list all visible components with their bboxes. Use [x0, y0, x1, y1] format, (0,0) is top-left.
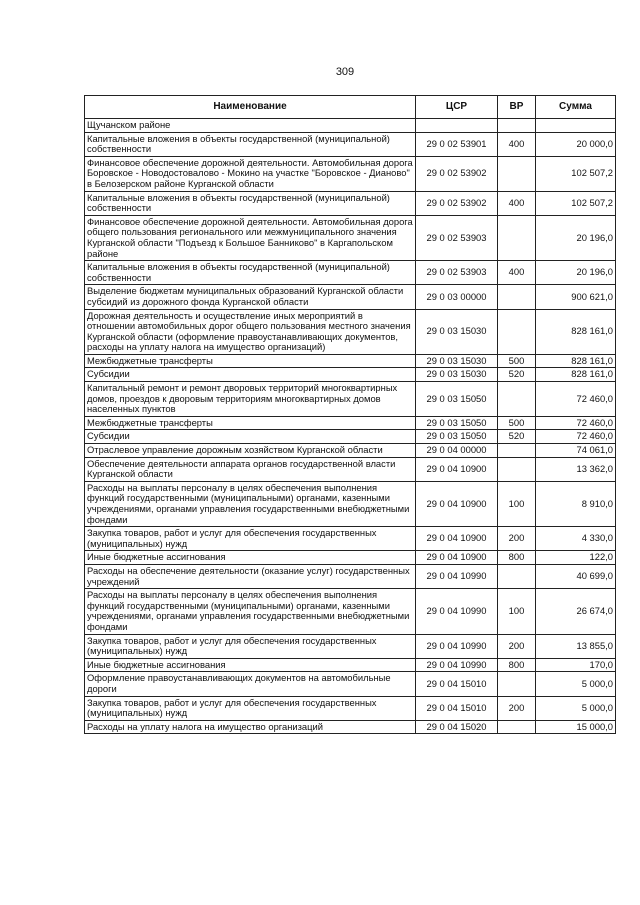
cell-name: Расходы на обеспечение деятельности (оказание услуг) государственных учреждений [85, 564, 416, 588]
cell-vr: 400 [498, 191, 536, 215]
cell-name: Капитальные вложения в объекты государственной (муниципальной) собственности [85, 261, 416, 285]
cell-vr [498, 382, 536, 417]
table-row [85, 720, 616, 734]
cell-sum: 828 161,0 [536, 309, 616, 354]
cell-vr [498, 309, 536, 354]
cell-name: Межбюджетные трансферты [85, 416, 416, 430]
cell-name: Капитальные вложения в объекты государственной (муниципальной) собственности [85, 191, 416, 215]
cell-vr: 800 [498, 551, 536, 565]
cell-sum: 102 507,2 [536, 191, 616, 215]
cell-csr: 29 0 02 53902 [416, 191, 498, 215]
cell-csr: 29 0 02 53902 [416, 156, 498, 191]
cell-name: Закупка товаров, работ и услуг для обеспечения государственных (муниципальных) нужд [85, 696, 416, 720]
header-csr: ЦСР [416, 96, 498, 119]
header-vr: ВР [498, 96, 536, 119]
table-row [85, 191, 616, 215]
table-row [85, 261, 616, 285]
cell-vr [498, 285, 536, 309]
cell-csr: 29 0 03 15030 [416, 368, 498, 382]
table-row [85, 672, 616, 696]
table-row [85, 589, 616, 634]
cell-vr [498, 672, 536, 696]
cell-vr: 800 [498, 658, 536, 672]
cell-sum: 8 910,0 [536, 481, 616, 526]
cell-csr: 29 0 03 15050 [416, 382, 498, 417]
cell-csr: 29 0 04 15010 [416, 672, 498, 696]
cell-sum: 102 507,2 [536, 156, 616, 191]
cell-sum: 15 000,0 [536, 720, 616, 734]
table-row [85, 132, 616, 156]
cell-csr: 29 0 04 10990 [416, 589, 498, 634]
cell-vr [498, 720, 536, 734]
table-row [85, 658, 616, 672]
cell-csr: 29 0 04 15010 [416, 696, 498, 720]
cell-csr: 29 0 03 00000 [416, 285, 498, 309]
cell-vr [498, 119, 536, 133]
cell-vr [498, 156, 536, 191]
cell-csr: 29 0 03 15050 [416, 416, 498, 430]
cell-name: Отраслевое управление дорожным хозяйством Курганской области [85, 444, 416, 458]
cell-sum: 74 061,0 [536, 444, 616, 458]
cell-vr: 100 [498, 481, 536, 526]
cell-name: Дорожная деятельность и осуществление иных мероприятий в отношении автомобильных дорог общего пользования местного значения Курганской области (оформление правоустанавливающих документов, расходы на уплату налога на имущество организаций) [85, 309, 416, 354]
table-row [85, 527, 616, 551]
cell-name: Закупка товаров, работ и услуг для обеспечения государственных (муниципальных) нужд [85, 634, 416, 658]
table-row [85, 634, 616, 658]
cell-vr [498, 444, 536, 458]
cell-sum: 13 362,0 [536, 457, 616, 481]
cell-name: Капитальные вложения в объекты государственной (муниципальной) собственности [85, 132, 416, 156]
cell-name: Межбюджетные трансферты [85, 354, 416, 368]
cell-name: Расходы на уплату налога на имущество организаций [85, 720, 416, 734]
cell-sum: 26 674,0 [536, 589, 616, 634]
header-sum: Сумма [536, 96, 616, 119]
cell-name: Расходы на выплаты персоналу в целях обеспечения выполнения функций государственными (муниципальными) органами, казенными учреждениями, органами управления государственными внебюджетными фондами [85, 481, 416, 526]
cell-name: Щучанском районе [85, 119, 416, 133]
budget-table [84, 95, 616, 734]
table-row [85, 430, 616, 444]
cell-csr: 29 0 04 00000 [416, 444, 498, 458]
cell-sum: 170,0 [536, 658, 616, 672]
table-row [85, 119, 616, 133]
cell-vr [498, 457, 536, 481]
table-row [85, 481, 616, 526]
cell-csr [416, 119, 498, 133]
cell-vr: 200 [498, 696, 536, 720]
cell-sum: 72 460,0 [536, 430, 616, 444]
cell-sum: 828 161,0 [536, 368, 616, 382]
table-row [85, 354, 616, 368]
cell-sum: 5 000,0 [536, 672, 616, 696]
cell-csr: 29 0 04 10990 [416, 564, 498, 588]
cell-name: Оформление правоустанавливающих документов на автомобильные дороги [85, 672, 416, 696]
cell-name: Иные бюджетные ассигнования [85, 658, 416, 672]
cell-csr: 29 0 03 15050 [416, 430, 498, 444]
table-row [85, 457, 616, 481]
cell-name: Субсидии [85, 430, 416, 444]
cell-csr: 29 0 04 10900 [416, 527, 498, 551]
cell-sum: 5 000,0 [536, 696, 616, 720]
cell-vr: 400 [498, 132, 536, 156]
cell-sum: 20 196,0 [536, 215, 616, 260]
cell-vr: 200 [498, 527, 536, 551]
table-row [85, 309, 616, 354]
cell-csr: 29 0 03 15030 [416, 309, 498, 354]
cell-csr: 29 0 04 10990 [416, 658, 498, 672]
cell-csr: 29 0 04 10990 [416, 634, 498, 658]
cell-sum: 40 699,0 [536, 564, 616, 588]
cell-csr: 29 0 03 15030 [416, 354, 498, 368]
cell-vr: 500 [498, 354, 536, 368]
table-row [85, 382, 616, 417]
table-row [85, 696, 616, 720]
table-row [85, 368, 616, 382]
cell-csr: 29 0 02 53903 [416, 215, 498, 260]
cell-name: Обеспечение деятельности аппарата органов государственной власти Курганской области [85, 457, 416, 481]
cell-sum: 13 855,0 [536, 634, 616, 658]
cell-csr: 29 0 02 53903 [416, 261, 498, 285]
cell-sum: 900 621,0 [536, 285, 616, 309]
table-row [85, 444, 616, 458]
cell-vr: 520 [498, 368, 536, 382]
cell-csr: 29 0 04 15020 [416, 720, 498, 734]
table-row [85, 416, 616, 430]
cell-sum: 20 196,0 [536, 261, 616, 285]
table-header-row [85, 96, 616, 119]
cell-name: Выделение бюджетам муниципальных образований Курганской области субсидий из дорожного фонда Курганской области [85, 285, 416, 309]
cell-name: Субсидии [85, 368, 416, 382]
cell-csr: 29 0 04 10900 [416, 457, 498, 481]
table-row [85, 156, 616, 191]
table-row [85, 285, 616, 309]
cell-name: Финансовое обеспечение дорожной деятельности. Автомобильная дорога общего пользования регионального или межмуниципального значения Курганской области "Подъезд к Большое Банниково" в Каргапольском районе [85, 215, 416, 260]
cell-name: Расходы на выплаты персоналу в целях обеспечения выполнения функций государственными (муниципальными) органами, казенными учреждениями, органами управления государственными внебюджетными фондами [85, 589, 416, 634]
cell-name: Финансовое обеспечение дорожной деятельности. Автомобильная дорога Боровское - Новодостовалово - Мокино на участке "Боровское - Дианово" в Белозерском районе Курганской области [85, 156, 416, 191]
cell-name: Закупка товаров, работ и услуг для обеспечения государственных (муниципальных) нужд [85, 527, 416, 551]
cell-sum: 72 460,0 [536, 416, 616, 430]
cell-name: Капитальный ремонт и ремонт дворовых территорий многоквартирных домов, проездов к дворовым территориям многоквартирных домов населенных пунктов [85, 382, 416, 417]
cell-sum: 20 000,0 [536, 132, 616, 156]
table-row [85, 551, 616, 565]
table-row [85, 564, 616, 588]
cell-name: Иные бюджетные ассигнования [85, 551, 416, 565]
cell-sum [536, 119, 616, 133]
cell-vr: 400 [498, 261, 536, 285]
cell-vr: 520 [498, 430, 536, 444]
cell-sum: 72 460,0 [536, 382, 616, 417]
page-number: 309 [335, 66, 355, 78]
header-name: Наименование [85, 96, 416, 119]
cell-csr: 29 0 04 10900 [416, 551, 498, 565]
cell-vr [498, 215, 536, 260]
cell-vr: 200 [498, 634, 536, 658]
cell-vr: 100 [498, 589, 536, 634]
cell-sum: 122,0 [536, 551, 616, 565]
cell-vr: 500 [498, 416, 536, 430]
cell-vr [498, 564, 536, 588]
cell-sum: 4 330,0 [536, 527, 616, 551]
cell-sum: 828 161,0 [536, 354, 616, 368]
cell-csr: 29 0 02 53901 [416, 132, 498, 156]
cell-csr: 29 0 04 10900 [416, 481, 498, 526]
table-row [85, 215, 616, 260]
